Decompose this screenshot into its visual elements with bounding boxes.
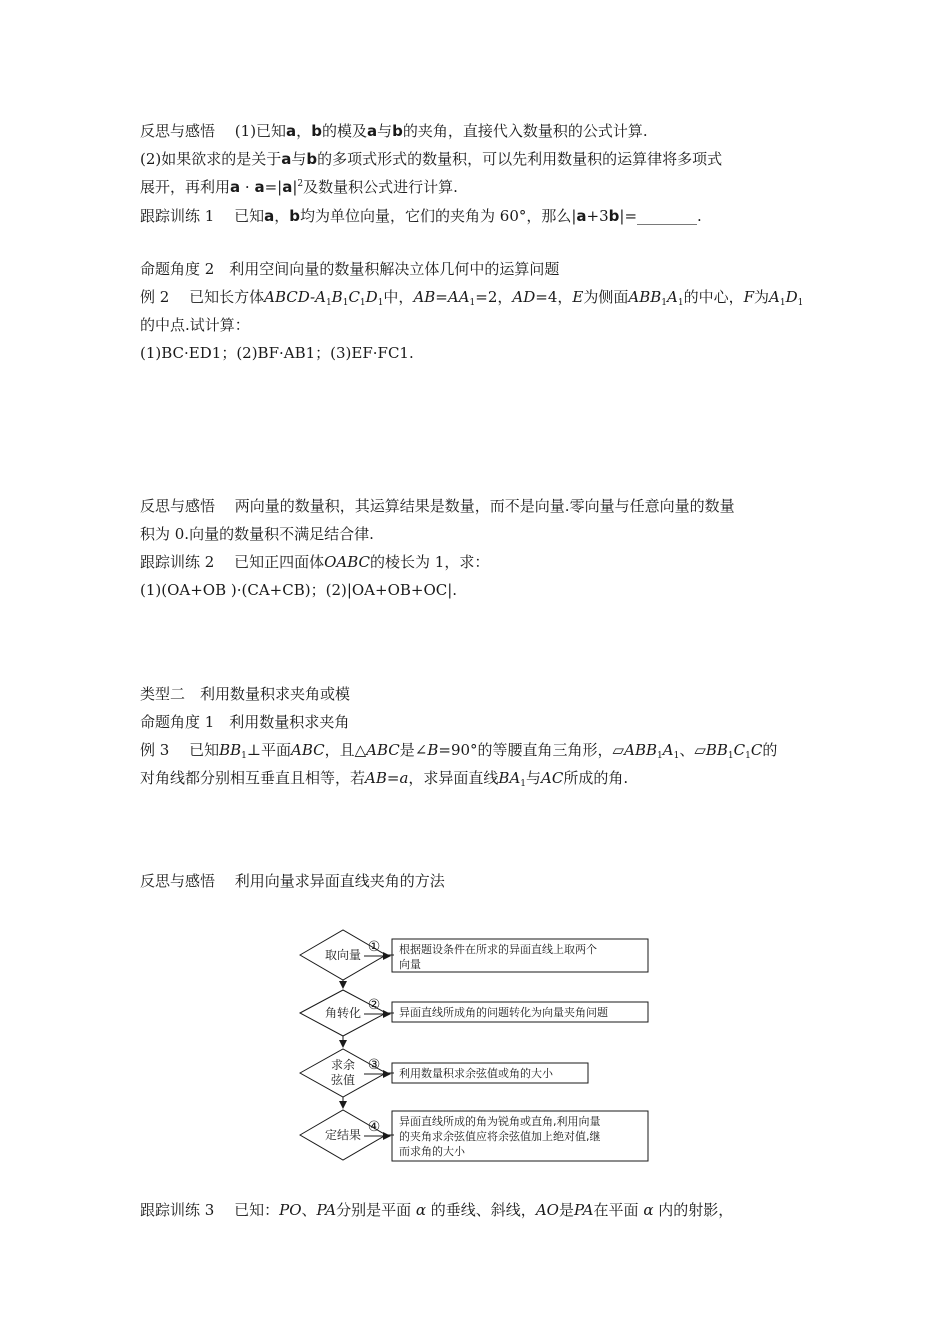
exercise-2-line-2: (1)(OA+OB )·(CA+CB)；(2)|OA+OB+OC|. [140, 581, 458, 599]
text: =| [264, 178, 283, 196]
math: BA [498, 769, 521, 787]
text: ， [274, 207, 290, 225]
reflection-line-2 [140, 149, 722, 169]
reflection-3-line [140, 871, 445, 891]
subscript: 1 [797, 298, 804, 308]
text: = [435, 288, 448, 306]
vector-a: a [576, 207, 587, 225]
subscript: 1 [241, 751, 247, 761]
heading-exercise-1: 跟踪训练 1 [140, 207, 215, 225]
text: 已知 [189, 741, 220, 759]
step-number-2: ② [367, 997, 381, 1013]
text: =2， [475, 288, 513, 306]
heading-example-2: 例 2 [140, 288, 170, 306]
subscript: 1 [657, 751, 663, 761]
diamond-label-1: 取向量 [324, 948, 362, 962]
vector-a: a [282, 178, 293, 196]
example-2-line-2: 的中点.试计算： [140, 316, 250, 334]
text: ⊥平面 [246, 741, 291, 759]
subscript: 1 [677, 298, 684, 308]
vector-a: a [264, 207, 275, 225]
heading-example-3: 例 3 [140, 741, 170, 759]
box-2-line-1: 异面直线所成角的问题转化为向量夹角问题 [399, 1006, 608, 1019]
math: OABC [324, 553, 371, 571]
reflection-line-3 [140, 177, 458, 197]
math: B [331, 288, 343, 306]
text: 、 [301, 1201, 317, 1219]
text: 与 [377, 122, 393, 140]
text: 的多项式形式的数量积，可以先利用数量积的运算律将多项式 [317, 150, 723, 168]
text: 已知正四面体 [234, 553, 325, 571]
box-1-line-1: 根据题设条件在所求的异面直线上取两个 [399, 943, 597, 956]
subscript: 1 [520, 779, 527, 789]
subscript: 1 [469, 298, 476, 308]
text: 中， [383, 288, 414, 306]
subscript: 1 [359, 298, 366, 308]
box-3-line-1: 利用数量积求余弦值或角的大小 [399, 1067, 553, 1080]
math: ABC [366, 741, 400, 759]
example-3-line-1 [140, 740, 777, 760]
math: A [662, 741, 674, 759]
text: 分别是平面 [336, 1201, 412, 1219]
step-number-1: ① [367, 939, 381, 955]
text: 为 [754, 288, 770, 306]
subscript: 1 [745, 751, 751, 761]
math: BB [705, 741, 728, 759]
math: AB [413, 288, 436, 306]
text: 是∠ [399, 741, 428, 759]
box-4-line-1: 异面直线所成的角为锐角或直角,利用向量 [399, 1115, 601, 1128]
subscript: 1 [673, 751, 680, 761]
vector-a: a [230, 178, 241, 196]
text: = [386, 769, 400, 787]
vector-a: a [254, 178, 265, 196]
text: 利用向量求异面直线夹角的方法 [234, 872, 445, 890]
math: ABB [624, 741, 657, 759]
math: E [572, 288, 584, 306]
math: D [365, 288, 378, 306]
math: AA [447, 288, 470, 306]
subscript: 1 [779, 298, 786, 308]
step-number-3: ③ [367, 1057, 381, 1073]
vector-b: b [608, 207, 620, 225]
reflection-2-line-2: 积为 0.向量的数量积不满足结合律. [140, 525, 374, 543]
diamond-label-4: 定结果 [324, 1128, 362, 1142]
section-title-type-2: 类型二 利用数量积求夹角或模 [140, 685, 351, 703]
text: 的棱长为 1，求： [370, 553, 490, 571]
exercise-1-line [140, 206, 702, 226]
text: =90°的等腰直角三角形，▱ [438, 741, 625, 759]
dot-operator: · [244, 178, 250, 196]
math: D [785, 288, 798, 306]
heading-exercise-3: 跟踪训练 3 [140, 1201, 215, 1219]
math: ABCD-A [264, 288, 326, 306]
vector-b: b [289, 207, 300, 225]
text: ，且△ [324, 741, 367, 759]
text: 已知长方体 [189, 288, 265, 306]
text: 为侧面 [583, 288, 629, 306]
text: 已知 [234, 207, 265, 225]
math: B [427, 741, 439, 759]
vector-b: b [306, 150, 318, 168]
subscript: 1 [342, 298, 349, 308]
text: (2)如果欲求的是关于 [140, 150, 282, 168]
text: 内的射影， [658, 1201, 734, 1219]
vector-a: a [366, 122, 378, 140]
text: +3 [586, 207, 609, 225]
subscript: 1 [661, 298, 667, 308]
text: ， [296, 122, 312, 140]
method-flowchart [298, 928, 658, 1172]
text: (1)已知 [234, 122, 287, 140]
math: α [643, 1201, 654, 1219]
heading-reflection: 反思与感悟 [140, 122, 216, 140]
box-4-line-2: 的夹角求余弦值应将余弦值加上绝对值,继 [399, 1130, 601, 1143]
text: 在平面 [593, 1201, 639, 1219]
text: 、▱ [679, 741, 706, 759]
math: α [415, 1201, 427, 1219]
text: 已知： [234, 1201, 280, 1219]
math: a [399, 769, 409, 787]
example-2-line-3: (1)BC·ED1；(2)BF·AB1；(3)EF·FC1. [140, 344, 414, 362]
text: ，求异面直线 [408, 769, 499, 787]
exercise-3-line [140, 1200, 733, 1220]
math: ABB [628, 288, 662, 306]
vector-a: a [286, 122, 297, 140]
reflection-2-line-1 [140, 496, 735, 516]
example-3-line-2 [140, 768, 628, 788]
math: AB [365, 769, 387, 787]
subsection-title-1: 命题角度 1 利用数量积求夹角 [140, 713, 350, 731]
text: | [292, 178, 298, 196]
text: 的 [762, 741, 778, 759]
step-number-4: ④ [367, 1119, 381, 1135]
box-1-line-2: 向量 [399, 958, 421, 971]
math: PA [316, 1201, 337, 1219]
subsection-title-2: 命题角度 2 利用空间向量的数量积解决立体几何中的运算问题 [140, 260, 560, 278]
text: 与 [526, 769, 542, 787]
reflection-line-1 [140, 121, 648, 141]
example-2-line-1 [140, 287, 803, 307]
text: 的垂线、斜线， [430, 1201, 536, 1219]
text: 展开，再利用 [140, 178, 231, 196]
math: PO [279, 1201, 302, 1219]
heading-reflection: 反思与感悟 [140, 497, 216, 515]
math: PA [573, 1201, 594, 1219]
text: 均为单位向量，它们的夹角为 60°，那么| [300, 207, 577, 225]
flowchart-svg [298, 928, 658, 1168]
text: 是 [558, 1201, 574, 1219]
math: AC [541, 769, 564, 787]
exponent: 2 [297, 179, 304, 189]
text: =4， [535, 288, 573, 306]
subscript: 1 [325, 298, 332, 308]
diamond-label-3b: 弦值 [330, 1073, 356, 1087]
diamond-label-3a: 求余 [330, 1058, 356, 1072]
math: BB [219, 741, 242, 759]
math: C [733, 741, 746, 759]
text: 及数量积公式进行计算. [303, 178, 458, 196]
text: 的模及 [321, 122, 367, 140]
math: A [666, 288, 678, 306]
subscript: 1 [727, 751, 734, 761]
text: 两向量的数量积，其运算结果是数量，而不是向量.零向量与任意向量的数量 [234, 497, 735, 515]
vector-a: a [281, 150, 292, 168]
math: F [743, 288, 754, 306]
text: 的夹角，直接代入数量积的公式计算. [402, 122, 648, 140]
text: 所成的角. [563, 769, 629, 787]
vector-b: b [311, 122, 322, 140]
math: AO [535, 1201, 559, 1219]
math: A [769, 288, 780, 306]
text: |=________. [619, 207, 702, 225]
box-4-line-3: 而求角的大小 [399, 1145, 465, 1158]
math: AD [512, 288, 536, 306]
math: ABC [291, 741, 325, 759]
diamond-label-2: 角转化 [324, 1006, 362, 1020]
heading-reflection: 反思与感悟 [140, 872, 216, 890]
exercise-2-line-1 [140, 552, 489, 572]
vector-b: b [392, 122, 403, 140]
text: 与 [291, 150, 307, 168]
heading-exercise-2: 跟踪训练 2 [140, 553, 215, 571]
math: C [750, 741, 763, 759]
subscript: 1 [377, 298, 384, 308]
math: C [348, 288, 360, 306]
text: 的中心， [683, 288, 744, 306]
text: 对角线都分别相互垂直且相等，若 [140, 769, 366, 787]
